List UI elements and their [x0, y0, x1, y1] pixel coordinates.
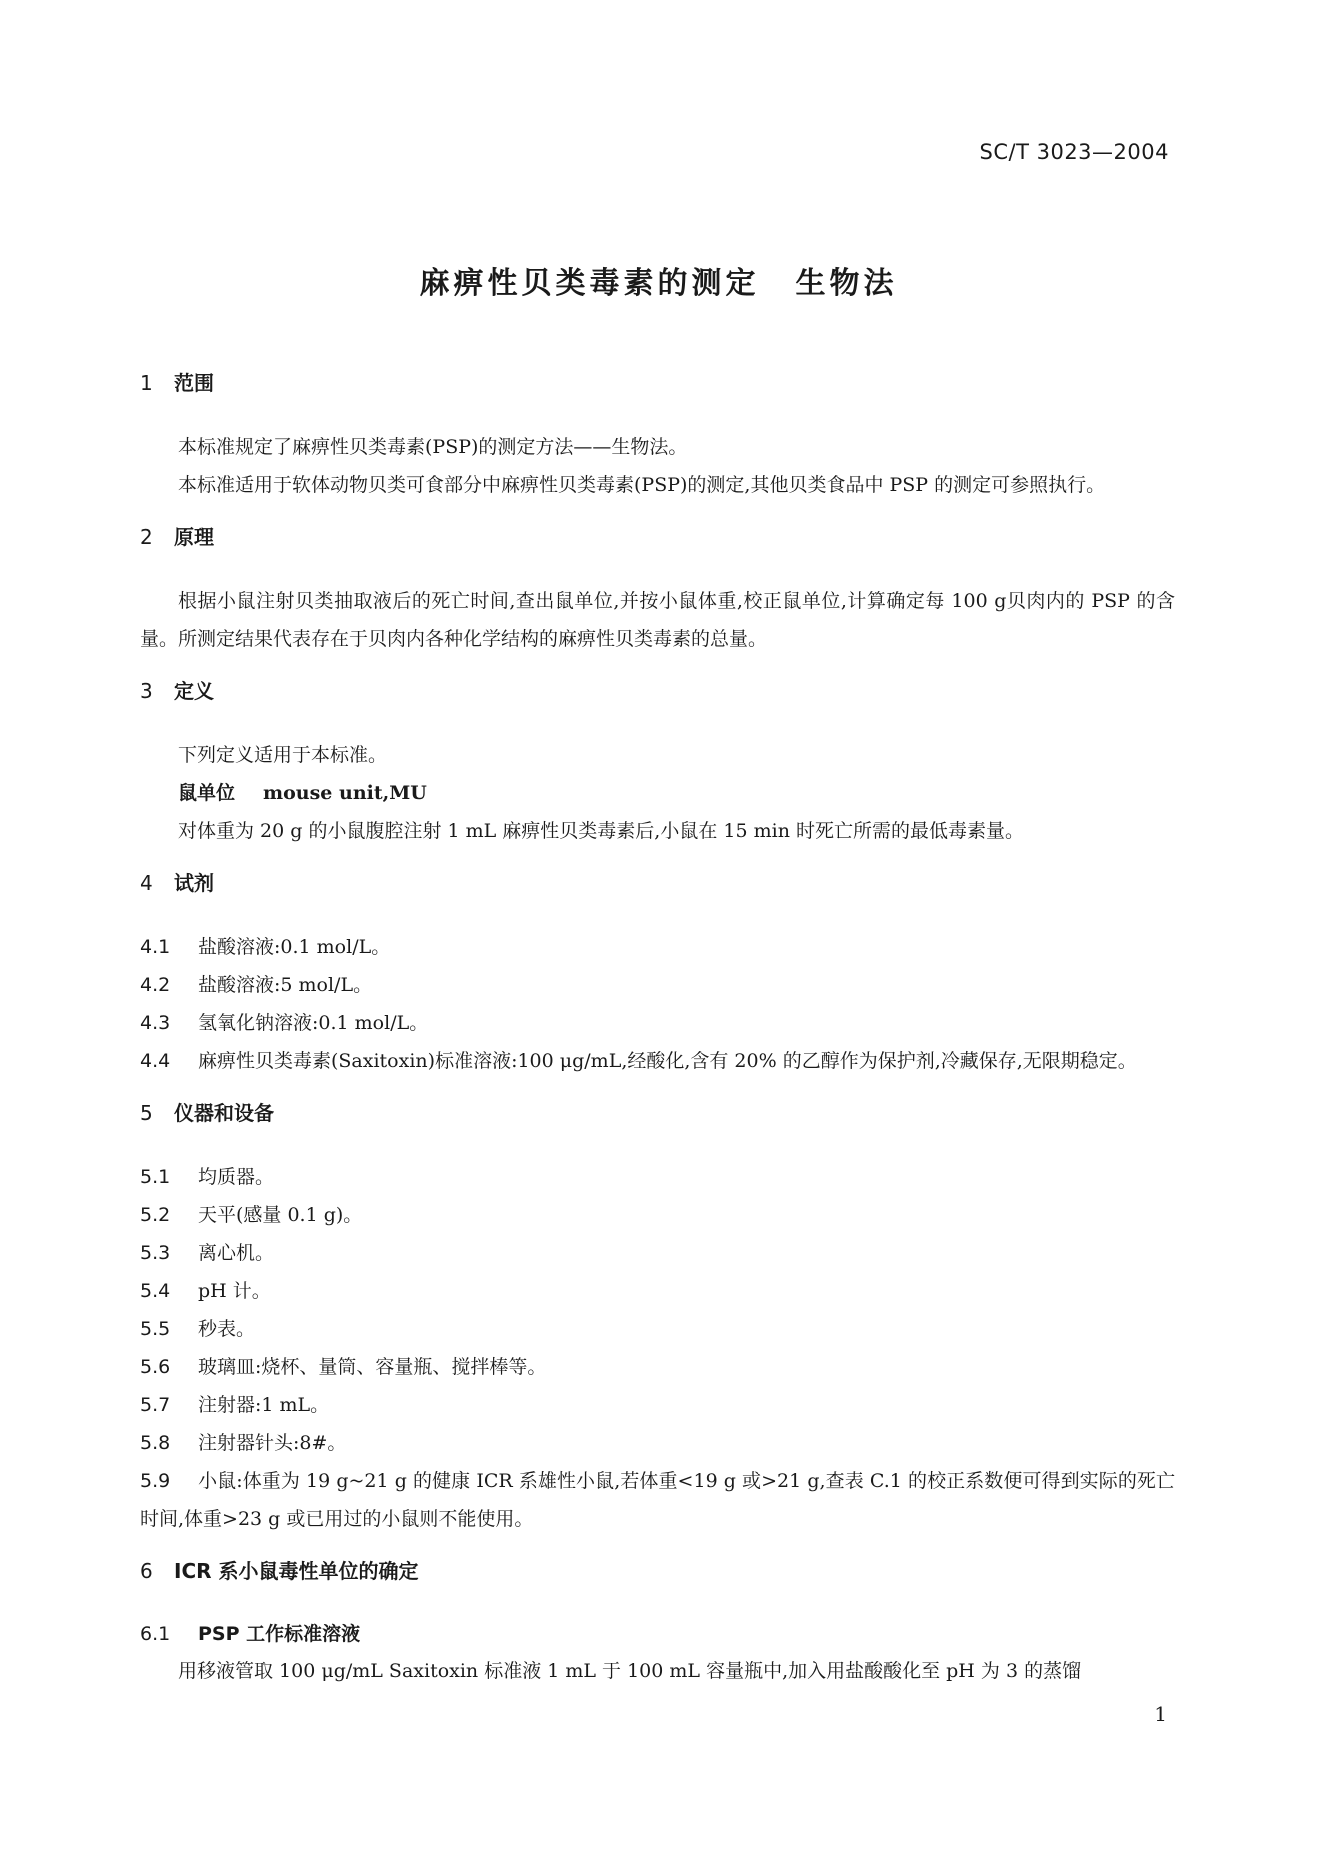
- list-item: 4.2 盐酸溶液:5 mol/L。: [140, 974, 373, 996]
- section-heading: 2 原理: [140, 525, 214, 549]
- list-item: 4.4 麻痹性贝类毒素(Saxitoxin)标准溶液:100 μg/mL,经酸化,含有 20% 的乙醇作为保护剂,冷藏保存,无限期稳定。: [140, 1050, 1137, 1072]
- paragraph: 本标准适用于软体动物贝类可食部分中麻痹性贝类毒素(PSP)的测定,其他贝类食品中 PSP 的测定可参照执行。: [178, 474, 1106, 496]
- list-item: 4.3 氢氧化钠溶液:0.1 mol/L。: [140, 1012, 429, 1034]
- section-scope: [140, 368, 1175, 504]
- document-title: [0, 258, 1317, 302]
- list-item: 4.1 盐酸溶液:0.1 mol/L。: [140, 936, 391, 958]
- section-apparatus: [140, 1098, 1175, 1538]
- list-item: 5.2 天平(感量 0.1 g)。: [140, 1204, 363, 1226]
- subsection-heading: 6.1 PSP 工作标准溶液: [140, 1623, 361, 1645]
- section-principle: [140, 522, 1175, 658]
- section-heading: 6 ICR 系小鼠毒性单位的确定: [140, 1559, 419, 1583]
- paragraph: 对体重为 20 g 的小鼠腹腔注射 1 mL 麻痹性贝类毒素后,小鼠在 15 min 时死亡所需的最低毒素量。: [178, 820, 1024, 842]
- section-heading: 3 定义: [140, 679, 214, 703]
- title-main: 麻痹性贝类毒素的测定: [419, 266, 760, 301]
- list-item: 5.7 注射器:1 mL。: [140, 1394, 330, 1416]
- term-cn: 鼠单位: [178, 782, 236, 804]
- title-method: 生物法: [795, 266, 898, 301]
- list-item: 5.3 离心机。: [140, 1242, 275, 1264]
- section-heading: 5 仪器和设备: [140, 1101, 274, 1125]
- section-definition: [140, 676, 1175, 850]
- paragraph: 用移液管取 100 μg/mL Saxitoxin 标准液 1 mL 于 100 mL 容量瓶中,加入用盐酸酸化至 pH 为 3 的蒸馏: [178, 1660, 1082, 1682]
- section-heading: 1 范围: [140, 371, 214, 395]
- paragraph: 根据小鼠注射贝类抽取液后的死亡时间,查出鼠单位,并按小鼠体重,校正鼠单位,计算确定每 100 g贝肉内的 PSP 的含量。所测定结果代表存在于贝肉内各种化学结构的麻痹性贝类毒素的总量。: [140, 590, 1175, 650]
- section-heading: 4 试剂: [140, 871, 214, 895]
- document-body: [140, 368, 1175, 1708]
- page-number: 1: [1154, 1702, 1167, 1726]
- list-item: 5.4 pH 计。: [140, 1280, 271, 1302]
- list-item: 5.6 玻璃皿:烧杯、量筒、容量瓶、搅拌棒等。: [140, 1356, 547, 1378]
- term-en: mouse unit,MU: [263, 782, 427, 804]
- list-item: 5.8 注射器针头:8#。: [140, 1432, 347, 1454]
- paragraph: 本标准规定了麻痹性贝类毒素(PSP)的测定方法——生物法。: [178, 436, 688, 458]
- list-item: 5.5 秒表。: [140, 1318, 256, 1340]
- list-item: 5.1 均质器。: [140, 1166, 275, 1188]
- definition-term: [140, 774, 1175, 812]
- section-toxicity-unit: [140, 1556, 1175, 1690]
- list-item: 5.9 小鼠:体重为 19 g~21 g 的健康 ICR 系雄性小鼠,若体重<19 g 或>21 g,查表 C.1 的校正系数便可得到实际的死亡时间,体重>23 g 或已用过的小鼠则不能使用。: [140, 1470, 1175, 1530]
- standard-code: SC/T 3023—2004: [979, 140, 1169, 164]
- paragraph: 下列定义适用于本标准。: [178, 744, 388, 766]
- section-reagents: [140, 868, 1175, 1080]
